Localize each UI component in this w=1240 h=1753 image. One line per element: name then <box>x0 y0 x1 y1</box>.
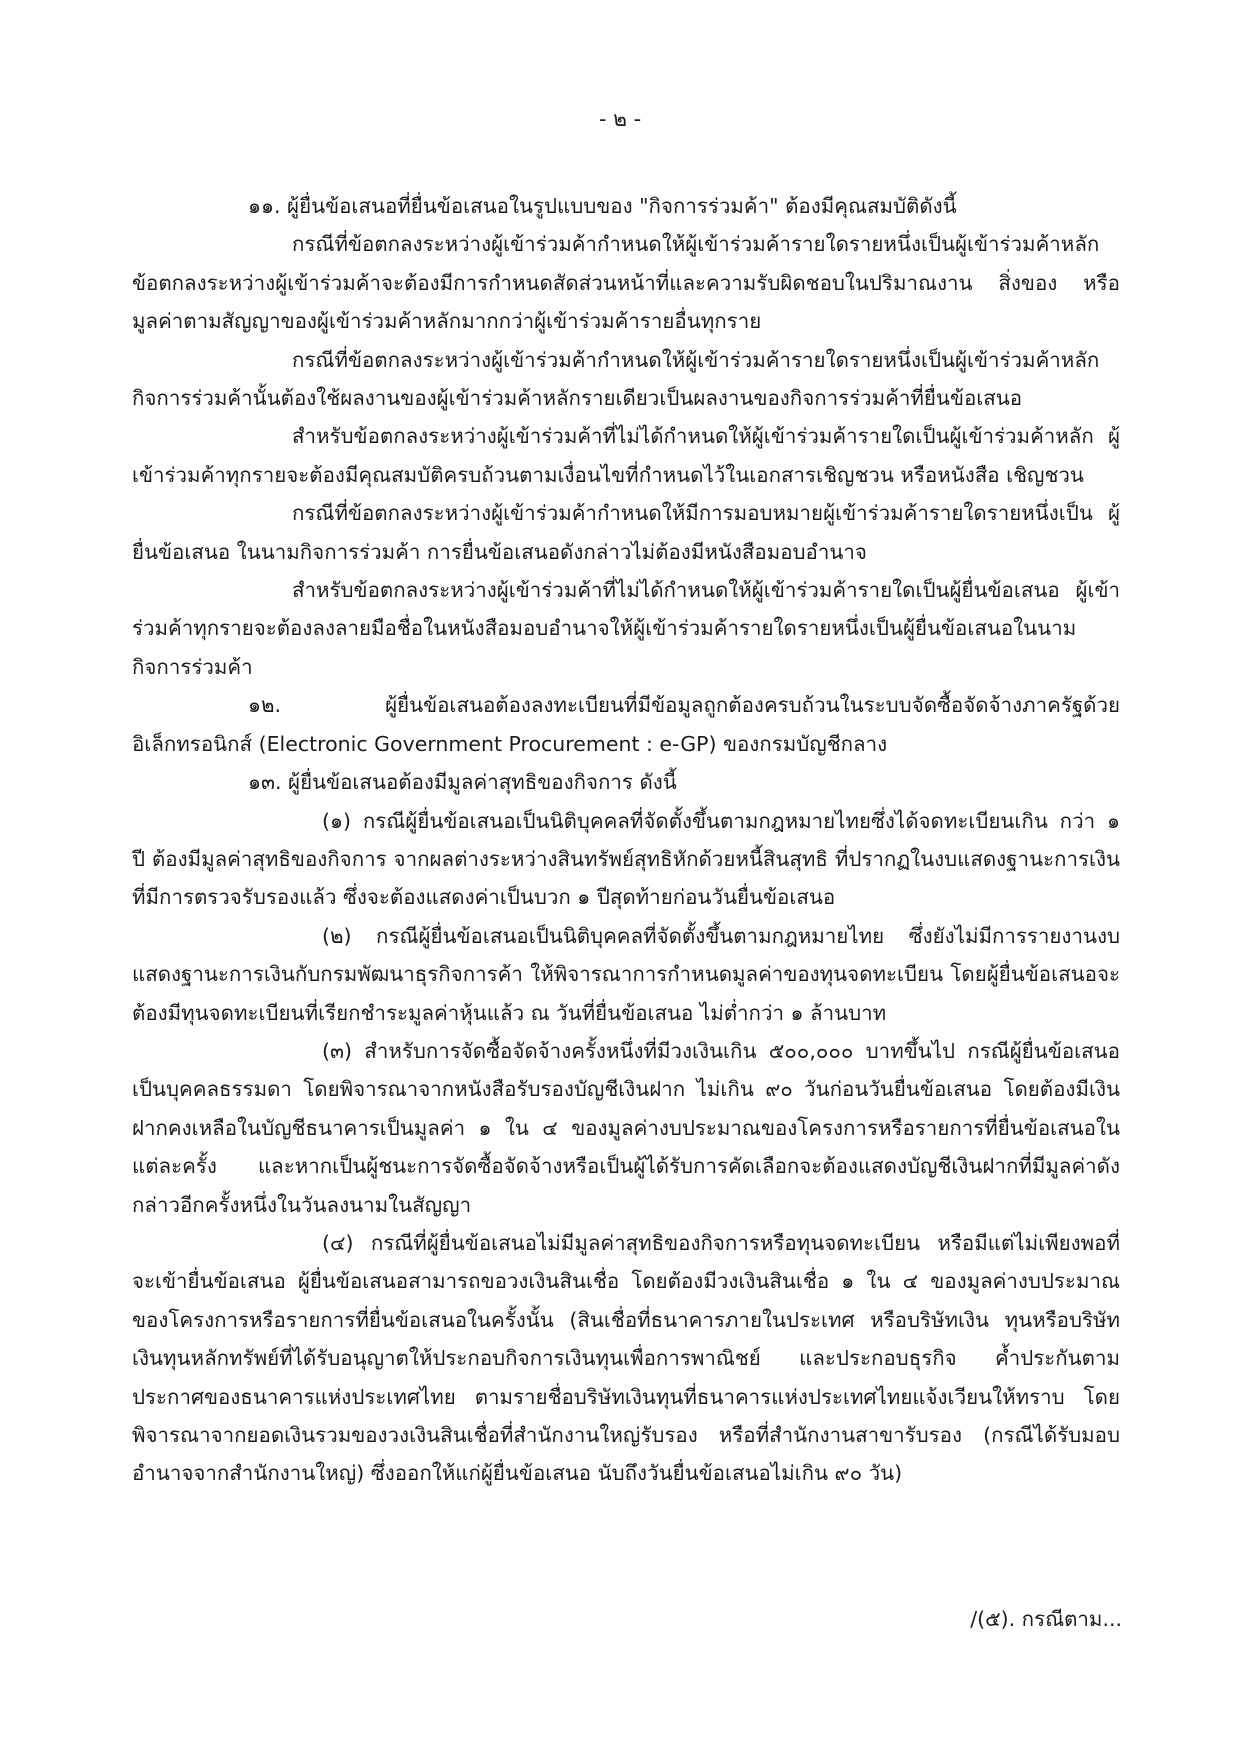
paragraph-assigned-bidder: กรณีที่ข้อตกลงระหว่างผู้เข้าร่วมค้ากำหนดให้มีการมอบหมายผู้เข้าร่วมค้ารายใดรายหนึ่งเป็น ผู้ยื่นข้อเสนอ ในนามกิจการร่วมค้า การยื่นข้อเสนอดังกล่าวไม่ต้องมีหนังสือมอบอำนาจ <box>132 501 1120 564</box>
paragraph-item-2: (๒) กรณีผู้ยื่นข้อเสนอเป็นนิติบุคคลที่จัดตั้งขึ้นตามกฎหมายไทย ซึ่งยังไม่มีการรายงานงบแสดงฐานะการเงินกับกรมพัฒนาธุรกิจการค้า ให้พิจารณาการกำหนดมูลค่าของทุนจดทะเบียน โดยผู้ยื่นข้อเสนอจะต้องมีทุนจดทะเบียนที่เรียกชำระมูลค่าหุ้นแล้ว ณ วันที่ยื่นข้อเสนอ ไม่ต่ำกว่า ๑ ล้านบาท <box>132 923 1120 1025</box>
page-number: - ๒ - <box>598 107 642 131</box>
paragraph-item-4: (๔) กรณีที่ผู้ยื่นข้อเสนอไม่มีมูลค่าสุทธิของกิจการหรือทุนจดทะเบียน หรือมีแต่ไม่เพียงพอที่จะเข้ายื่นข้อเสนอ ผู้ยื่นข้อเสนอสามารถขอวงเงินสินเชื่อ โดยต้องมีวงเงินสินเชื่อ ๑ ใน ๔ ของมูลค่างบประมาณของโครงการหรือรายการที่ยื่นข้อเสนอในครั้งนั้น (สินเชื่อที่ธนาคารภายในประเทศ หรือบริษัทเงิน ทุนหรือบริษัทเงินทุนหลักทรัพย์ที่ได้รับอนุญาตให้ประกอบกิจการเงินทุนเพื่อการพาณิชย์ และประกอบธุรกิจ ค้ำประกันตามประกาศของธนาคารแห่งประเทศไทย ตามรายชื่อบริษัทเงินทุนที่ธนาคารแห่งประเทศไทยแจ้งเวียนให้ทราบ โดยพิจารณาจากยอดเงินรวมของวงเงินสินเชื่อที่สำนักงานใหญ่รับรอง หรือที่สำนักงานสาขารับรอง (กรณีได้รับมอบอำนาจจากสำนักงานใหญ่) ซึ่งออกให้แก่ผู้ยื่นข้อเสนอ นับถึงวันยื่นข้อเสนอไม่เกิน ๙๐ วัน) <box>132 1230 1120 1486</box>
paragraph-section-13: ๑๓. ผู้ยื่นข้อเสนอต้องมีมูลค่าสุทธิของกิจการ ดังนี้ <box>248 770 677 795</box>
paragraph-section-12: ๑๒. ผู้ยื่นข้อเสนอต้องลงทะเบียนที่มีข้อมูลถูกต้องครบถ้วนในระบบจัดซื้อจัดจ้างภาครัฐด้วยอิเล็กทรอนิกส์ (Electronic Government Procurement : e-GP) ของกรมบัญชีกลาง <box>132 693 1120 756</box>
paragraph-lead-partner-ratio: กรณีที่ข้อตกลงระหว่างผู้เข้าร่วมค้ากำหนดให้ผู้เข้าร่วมค้ารายใดรายหนึ่งเป็นผู้เข้าร่วมค้าหลัก ข้อตกลงระหว่างผู้เข้าร่วมค้าจะต้องมีการกำหนดสัดส่วนหน้าที่และความรับผิดชอบในปริมาณงาน สิ่งของ หรือมูลค่าตามสัญญาของผู้เข้าร่วมค้าหลักมากกว่าผู้เข้าร่วมค้ารายอื่นทุกราย <box>132 232 1120 334</box>
paragraph-item-1: (๑) กรณีผู้ยื่นข้อเสนอเป็นนิติบุคคลที่จัดตั้งขึ้นตามกฎหมายไทยซึ่งได้จดทะเบียนเกิน กว่า ๑ ปี ต้องมีมูลค่าสุทธิของกิจการ จากผลต่างระหว่างสินทรัพย์สุทธิหักด้วยหนี้สินสุทธิ ที่ปรากฏในงบแสดงฐานะการเงินที่มีการตรวจรับรองแล้ว ซึ่งจะต้องแสดงค่าเป็นบวก ๑ ปีสุดท้ายก่อนวันยื่นข้อเสนอ <box>132 808 1120 910</box>
paragraph-lead-partner-work: กรณีที่ข้อตกลงระหว่างผู้เข้าร่วมค้ากำหนดให้ผู้เข้าร่วมค้ารายใดรายหนึ่งเป็นผู้เข้าร่วมค้าหลัก กิจการร่วมค้านั้นต้องใช้ผลงานของผู้เข้าร่วมค้าหลักรายเดียวเป็นผลงานของกิจการร่วมค้าที่ยื่นข้อเสนอ <box>132 347 1100 411</box>
paragraph-item-3: (๓) สำหรับการจัดซื้อจัดจ้างครั้งหนึ่งที่มีวงเงินเกิน ๕๐๐,๐๐๐ บาทขึ้นไป กรณีผู้ยื่นข้อเสนอเป็นบุคคลธรรมดา โดยพิจารณาจากหนังสือรับรองบัญชีเงินฝาก ไม่เกิน ๙๐ วันก่อนวันยื่นข้อเสนอ โดยต้องมีเงินฝากคงเหลือในบัญชีธนาคารเป็นมูลค่า ๑ ใน ๔ ของมูลค่างบประมาณของโครงการหรือรายการที่ยื่นข้อเสนอในแต่ละครั้ง และหากเป็นผู้ชนะการจัดซื้อจัดจ้างหรือเป็นผู้ได้รับการคัดเลือกจะต้องแสดงบัญชีเงินฝากที่มีมูลค่าดังกล่าวอีกครั้งหนึ่งในวันลงนามในสัญญา <box>132 1038 1120 1217</box>
continuation-note: /(๕). กรณีตาม... <box>970 1607 1122 1631</box>
paragraph-no-lead-partner: สำหรับข้อตกลงระหว่างผู้เข้าร่วมค้าที่ไม่ได้กำหนดให้ผู้เข้าร่วมค้ารายใดเป็นผู้เข้าร่วมค้าหลัก ผู้เข้าร่วมค้าทุกรายจะต้องมีคุณสมบัติครบถ้วนตามเงื่อนไขที่กำหนดไว้ในเอกสารเชิญชวน หรือหนังสือ เชิญชวน <box>132 424 1120 487</box>
paragraph-power-of-attorney: สำหรับข้อตกลงระหว่างผู้เข้าร่วมค้าที่ไม่ได้กำหนดให้ผู้เข้าร่วมค้ารายใดเป็นผู้ยื่นข้อเสนอ ผู้เข้าร่วมค้าทุกรายจะต้องลงลายมือชื่อในหนังสือมอบอำนาจให้ผู้เข้าร่วมค้ารายใดรายหนึ่งเป็นผู้ยื่นข้อเสนอในนามกิจการร่วมค้า <box>132 578 1120 679</box>
document-body <box>132 187 1120 1493</box>
paragraph-section-11: ๑๑. ผู้ยื่นข้อเสนอที่ยื่นข้อเสนอในรูปแบบของ "กิจการร่วมค้า" ต้องมีคุณสมบัติดังนี้ <box>248 194 957 218</box>
